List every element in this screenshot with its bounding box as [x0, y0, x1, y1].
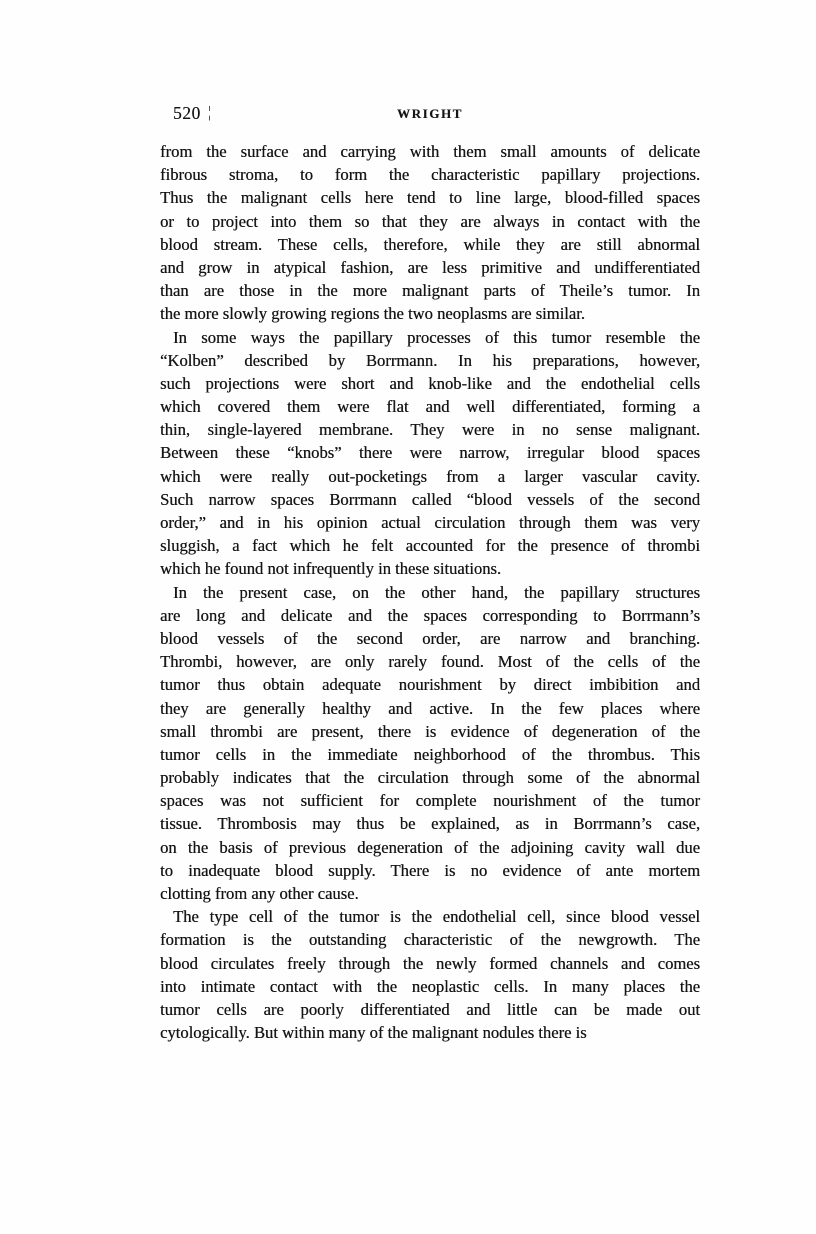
text-line: Thus the malignant cells here tend to line large, blood-filled spaces: [160, 188, 700, 208]
text-line: Between these “knobs” there were narrow, irregular blood spaces: [160, 443, 700, 463]
page-number: 520: [173, 103, 201, 123]
text-line: which he found not infrequently in these situations.: [160, 559, 502, 579]
text-line: blood stream. These cells, therefore, while they are still abnormal: [160, 234, 700, 254]
running-header-title: WRIGHT: [397, 106, 463, 121]
paragraph: [160, 905, 700, 1044]
text-line: blood circulates freely through the newly formed channels and comes: [160, 953, 700, 973]
paragraph: [160, 581, 700, 906]
text-line: blood vessels of the second order, are narrow and branching.: [160, 628, 700, 648]
text-line: cytologically. But within many of the malignant nodules there is: [160, 1023, 587, 1043]
paragraph: [160, 326, 700, 581]
text-line: to inadequate blood supply. There is no evidence of ante mortem: [160, 860, 700, 880]
text-line: Such narrow spaces Borrmann called “blood vessels of the second: [160, 489, 700, 509]
body-text: [160, 140, 700, 1044]
text-line: spaces was not sufficient for complete nourishment of the tumor: [160, 791, 700, 811]
text-line: The type cell of the tumor is the endothelial cell, since blood vessel: [173, 907, 700, 927]
text-line: clotting from any other cause.: [160, 884, 359, 903]
text-line: are long and delicate and the spaces corresponding to Borrmann’s: [160, 605, 700, 625]
text-line: tumor cells are poorly differentiated and little can be made out: [160, 999, 700, 1019]
text-line: small thrombi are present, there is evidence of degeneration of the: [160, 721, 700, 741]
text-line: probably indicates that the circulation through some of the abnormal: [160, 768, 700, 788]
text-line: sluggish, a fact which he felt accounted for the presence of thrombi: [160, 536, 700, 556]
text-line: thin, single-layered membrane. They were in no sense malignant.: [160, 420, 700, 440]
text-line: which covered them were flat and well differentiated, forming a: [160, 397, 700, 417]
text-line: into intimate contact with the neoplastic cells. In many places the: [160, 976, 700, 996]
text-line: and grow in atypical fashion, are less primitive and undifferentiated: [160, 257, 700, 277]
text-line: In the present case, on the other hand, the papillary structures: [173, 582, 700, 602]
text-line: Thrombi, however, are only rarely found. Most of the cells of the: [160, 652, 700, 672]
text-line: or to project into them so that they are always in contact with the: [160, 211, 700, 231]
text-line: such projections were short and knob-like and the endothelial cells: [160, 373, 700, 393]
text-line: than are those in the more malignant parts of Theile’s tumor. In: [160, 281, 700, 301]
text-line: on the basis of previous degeneration of the adjoining cavity wall due: [160, 837, 700, 857]
text-line: fibrous stroma, to form the characteristic papillary projections.: [160, 165, 700, 185]
text-line: order,” and in his opinion actual circulation through them was very: [160, 513, 700, 532]
ink-artifact-mark: ¦: [208, 104, 212, 121]
text-line: which were really out-pocketings from a larger vascular cavity.: [160, 466, 700, 486]
text-line: In some ways the papillary processes of this tumor resemble the: [173, 327, 700, 347]
text-line: tissue. Thrombosis may thus be explained, as in Borrmann’s case,: [160, 814, 700, 834]
text-line: tumor thus obtain adequate nourishment by direct imbibition and: [160, 675, 700, 695]
text-line: tumor cells in the immediate neighborhood of the thrombus. This: [160, 744, 700, 764]
text-line: from the surface and carrying with them small amounts of delicate: [160, 142, 700, 161]
paragraph: [160, 140, 700, 326]
text-line: formation is the outstanding characteristic of the newgrowth. The: [160, 930, 700, 950]
text-line: “Kolben” described by Borrmann. In his preparations, however,: [160, 350, 700, 370]
text-line: the more slowly growing regions the two neoplasms are similar.: [160, 304, 585, 324]
text-line: they are generally healthy and active. In the few places where: [160, 698, 700, 718]
running-header: [160, 103, 700, 125]
